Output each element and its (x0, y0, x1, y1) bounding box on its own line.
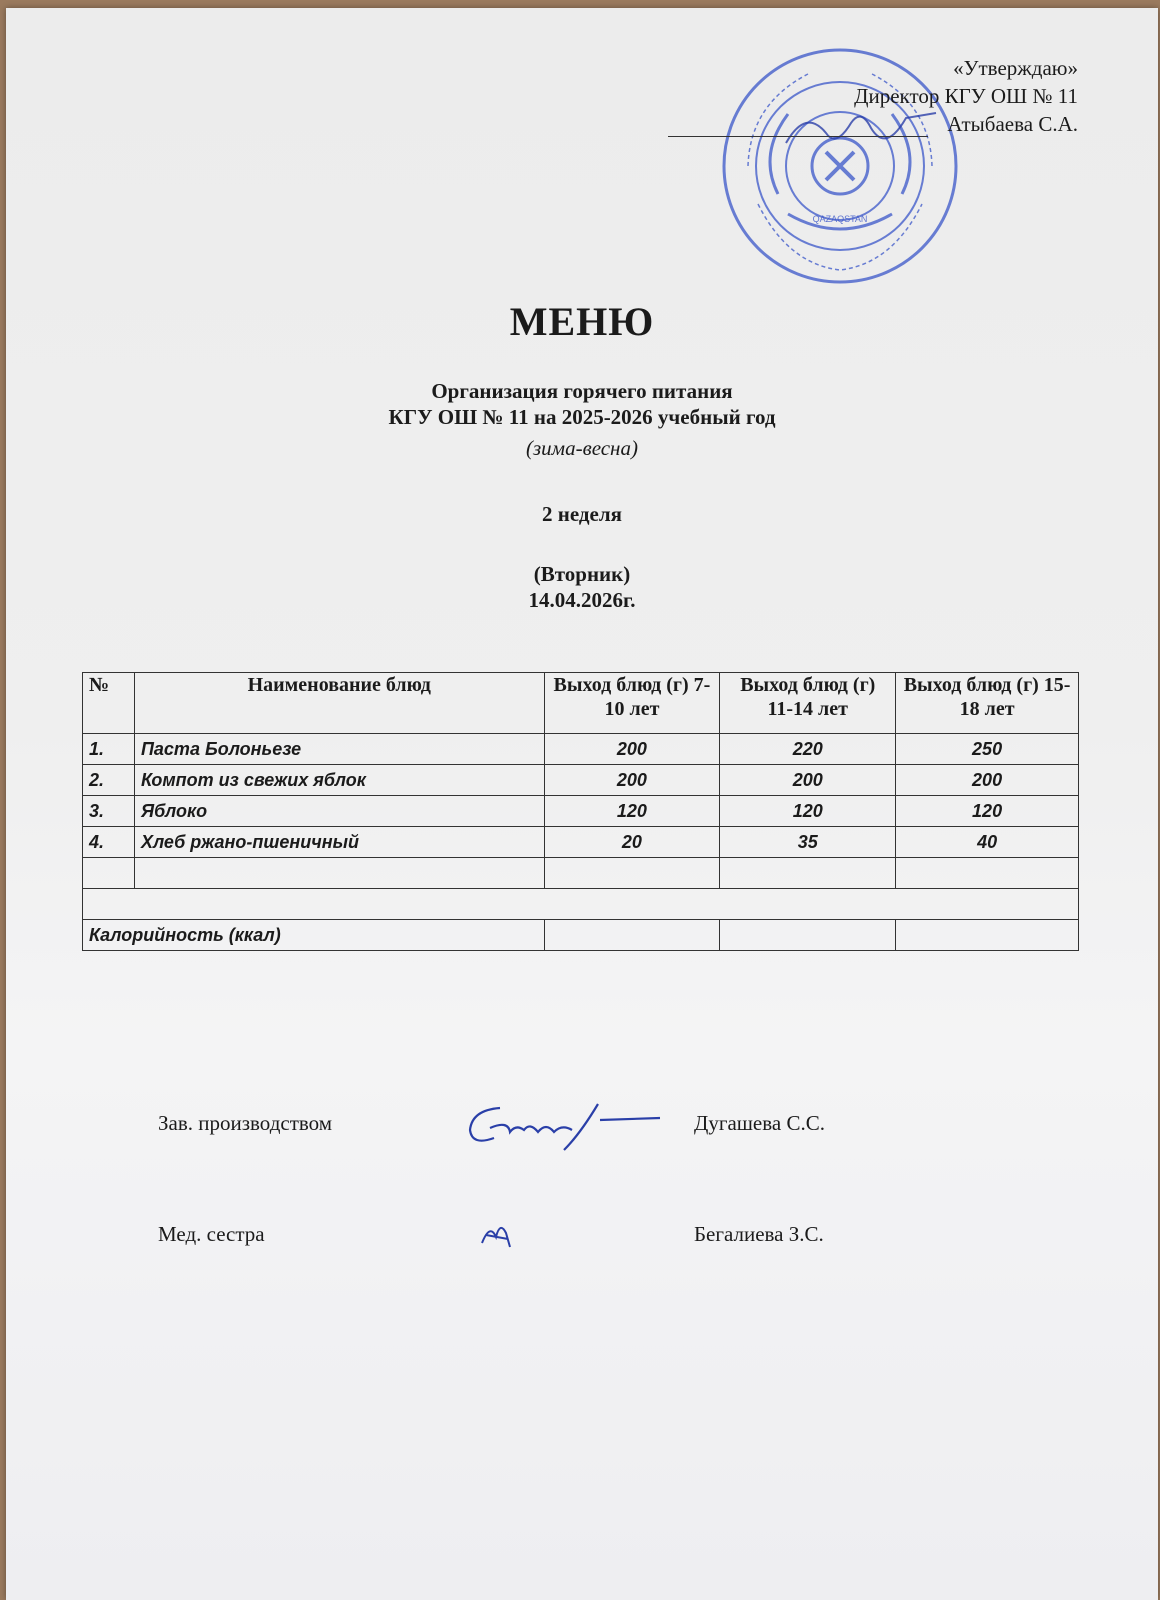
portion-15-18: 120 (896, 796, 1079, 827)
table-row (83, 827, 1079, 858)
empty-cell (134, 858, 544, 889)
subtitle-line-2: КГУ ОШ № 11 на 2025-2026 учебный год (388, 405, 776, 429)
portion-7-10: 20 (544, 827, 720, 858)
signer-2-name: Бегалиева З.С. (694, 1222, 824, 1246)
week-label: 2 неделя (542, 502, 622, 526)
menu-table (82, 672, 1079, 951)
dish-name: Паста Болоньезе (134, 734, 544, 765)
spacer-cell (83, 889, 1079, 920)
approval-signature-line (668, 136, 928, 137)
row-num: 2. (83, 765, 135, 796)
portion-15-18: 40 (896, 827, 1079, 858)
document-sheet (6, 8, 1158, 1600)
empty-cell (896, 858, 1079, 889)
empty-row (83, 858, 1079, 889)
dish-name: Компот из свежих яблок (134, 765, 544, 796)
portion-7-10: 200 (544, 765, 720, 796)
table-header-row (83, 673, 1079, 734)
approval-name: Атыбаева С.А. (854, 110, 1078, 138)
header-name: Наименование блюд (134, 673, 544, 734)
empty-cell (720, 858, 896, 889)
portion-15-18: 200 (896, 765, 1079, 796)
portion-11-14: 220 (720, 734, 896, 765)
menu-subtitle (6, 378, 1158, 430)
portion-15-18: 250 (896, 734, 1079, 765)
approval-position: Директор КГУ ОШ № 11 (854, 84, 1078, 108)
nurse-signature-icon (476, 1213, 516, 1253)
portion-11-14: 120 (720, 796, 896, 827)
row-num: 3. (83, 796, 135, 827)
calories-row (83, 920, 1079, 951)
approval-heading: «Утверждаю» (953, 56, 1078, 80)
header-col-15-18: Выход блюд (г) 15-18 лет (896, 673, 1079, 734)
signer-2-role: Мед. сестра (158, 1222, 265, 1246)
row-num: 4. (83, 827, 135, 858)
signer-1-role: Зав. производством (158, 1111, 333, 1135)
stamp-text: QAZAQSTAN (812, 214, 868, 224)
table-row (83, 765, 1079, 796)
portion-7-10: 120 (544, 796, 720, 827)
approval-block (854, 54, 1078, 138)
empty-cell (83, 858, 135, 889)
production-head-signature-icon (460, 1094, 670, 1154)
table-row (83, 796, 1079, 827)
calories-label: Калорийность (ккал) (83, 920, 545, 951)
subtitle-line-1: Организация горячего питания (431, 379, 733, 403)
portion-11-14: 35 (720, 827, 896, 858)
header-num: № (83, 673, 135, 734)
calories-15-18 (896, 920, 1079, 951)
portion-11-14: 200 (720, 765, 896, 796)
calories-11-14 (720, 920, 896, 951)
page-title: МЕНЮ (509, 299, 655, 344)
date-label: 14.04.2026г. (528, 588, 636, 612)
row-num: 1. (83, 734, 135, 765)
weekday-label: (Вторник) (533, 562, 631, 586)
header-col-7-10: Выход блюд (г) 7-10 лет (544, 673, 720, 734)
day-block (6, 561, 1158, 613)
signer-1-name: Дугашева С.С. (694, 1111, 825, 1135)
dish-name: Хлеб ржано-пшеничный (134, 827, 544, 858)
dish-name: Яблоко (134, 796, 544, 827)
season-label: (зима-весна) (526, 436, 638, 460)
portion-7-10: 200 (544, 734, 720, 765)
calories-7-10 (544, 920, 720, 951)
header-col-11-14: Выход блюд (г) 11-14 лет (720, 673, 896, 734)
spacer-row (83, 889, 1079, 920)
table-row (83, 734, 1079, 765)
empty-cell (544, 858, 720, 889)
